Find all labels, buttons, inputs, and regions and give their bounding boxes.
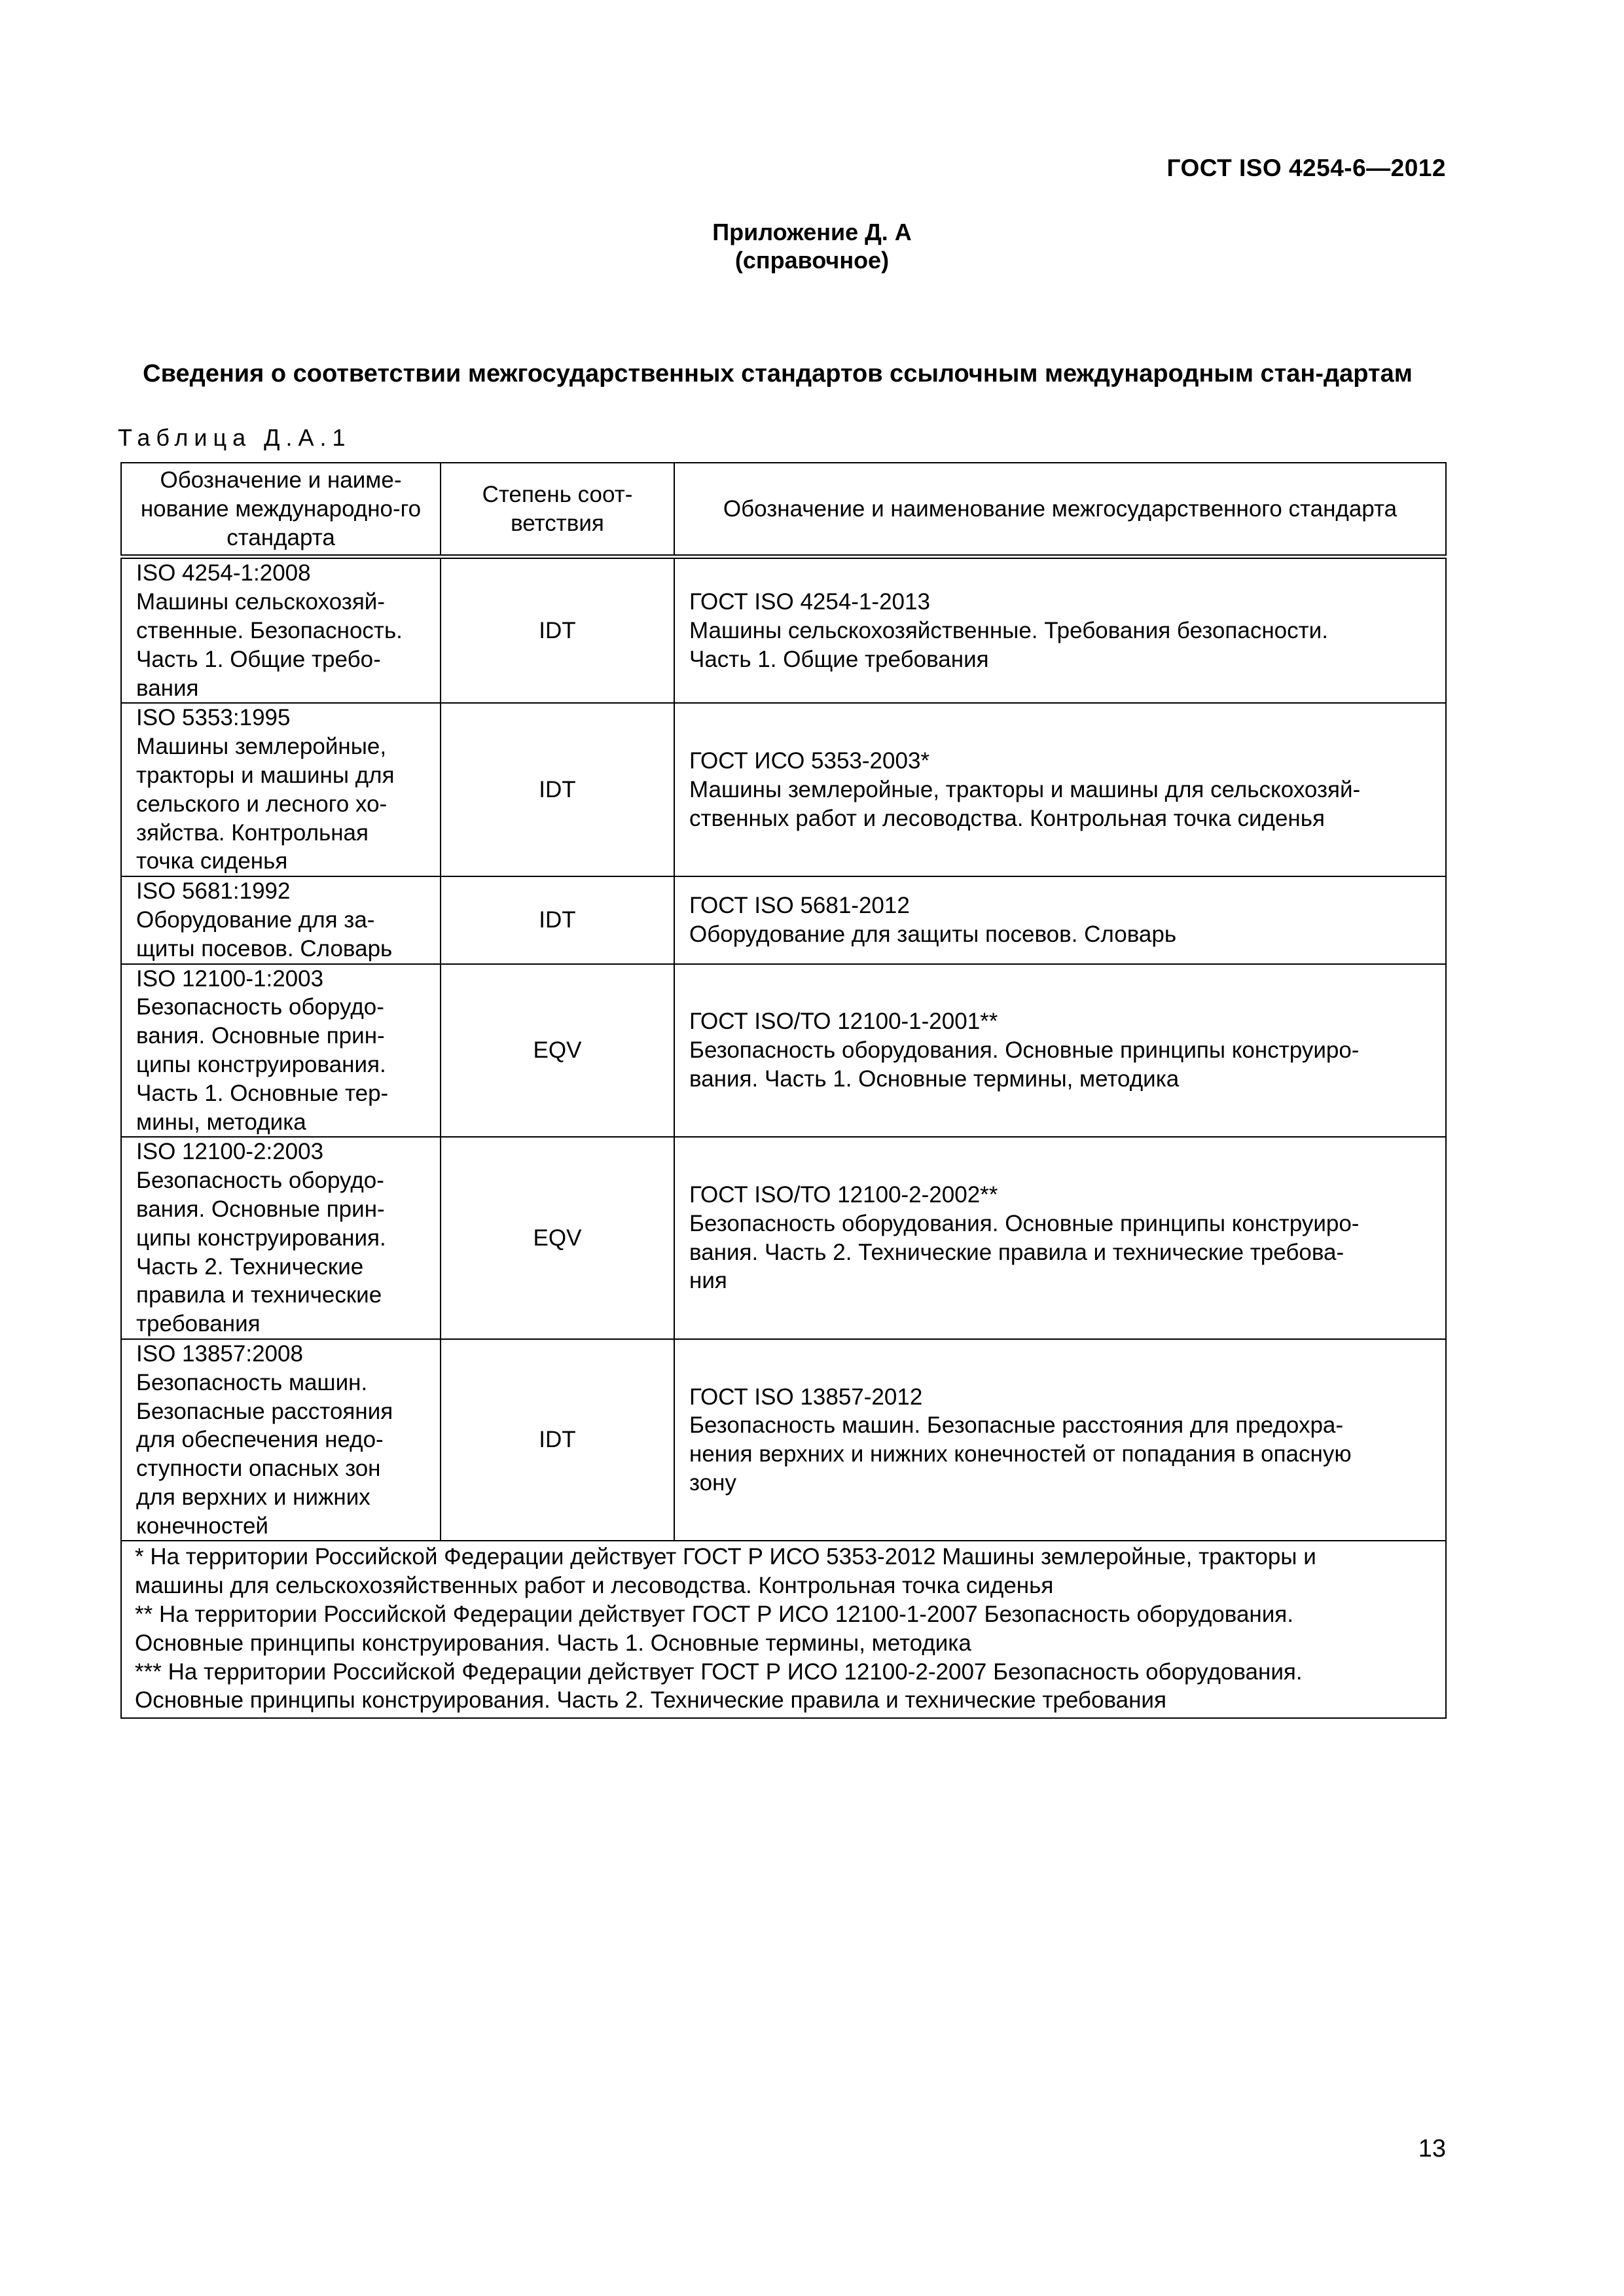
intl-standard-line: Часть 1. Основные тер- (136, 1080, 389, 1106)
table-header-row (121, 463, 1446, 557)
intl-standard-line: ципы конструирования. (136, 1225, 386, 1251)
interstate-standard-line: ГОСТ ISO/ТО 12100-2-2002** (689, 1182, 998, 1208)
table-caption: Таблица Д.А.1 (118, 424, 352, 451)
interstate-standard-line: Безопасность оборудования. Основные принципы конструиро- (689, 1210, 1360, 1236)
interstate-standard-line: ГОСТ ISO/ТО 12100-1-2001** (689, 1009, 998, 1035)
intl-standard-line: Оборудование для за- (136, 906, 375, 933)
intl-standard-line: вания (136, 675, 199, 701)
intl-standard-line: вания. Основные прин- (136, 1196, 385, 1222)
interstate-standard-line: Машины землеройные, тракторы и машины для сельскохозяй- (689, 776, 1361, 802)
intl-standard-line: Безопасные расстояния (136, 1398, 393, 1424)
note-line: машины для сельскохозяйственных работ и лесоводства. Контрольная точка сиденья (135, 1573, 1054, 1599)
intl-standard-line: щиты посевов. Словарь (136, 935, 393, 961)
interstate-standard-line: зону (689, 1469, 736, 1496)
interstate-standard-line: Машины сельскохозяйственные. Требования безопасности. (689, 617, 1328, 643)
intl-standard-line: требования (136, 1311, 261, 1337)
intl-standard-line: для верхних и нижних (136, 1484, 370, 1510)
table-row (121, 557, 1446, 703)
interstate-standard-cell (674, 1339, 1446, 1541)
interstate-standard-line: нения верхних и нижних конечностей от попадания в опасную (689, 1441, 1352, 1467)
note-line: Основные принципы конструирования. Часть 1. Основные термины, методика (135, 1630, 971, 1656)
appendix-title: Приложение Д. А (712, 219, 912, 245)
intl-standard-line: для обеспечения недо- (136, 1427, 384, 1453)
intl-standard-cell (121, 964, 441, 1138)
interstate-standard-cell (674, 964, 1446, 1138)
intl-standard-line: Безопасность машин. (136, 1369, 368, 1395)
interstate-standard-line: вания. Часть 1. Основные термины, методика (689, 1066, 1180, 1092)
intl-standard-cell (121, 876, 441, 963)
intl-standard-cell (121, 1339, 441, 1541)
intl-standard-line: Машины сельскохозяй- (136, 589, 385, 615)
correspondence-table-container (120, 462, 1445, 1719)
appendix-type: (справочное) (734, 247, 890, 274)
intl-standard-line: ISO 5353:1995 (136, 705, 291, 731)
intl-standard-line: ISO 13857:2008 (136, 1340, 303, 1367)
interstate-standard-cell (674, 876, 1446, 963)
section-heading: Сведения о соответствии межгосударственных стандартов ссылочным международным стан-дартам (143, 360, 1413, 387)
interstate-standard-line: ГОСТ ISO 13857-2012 (689, 1384, 923, 1410)
interstate-standard-line: ГОСТ ISO 4254-1-2013 (689, 589, 930, 615)
intl-standard-line: ISO 12100-2:2003 (136, 1139, 324, 1165)
intl-standard-line: ственные. Безопасность. (136, 617, 403, 643)
interstate-standard-line: ния (689, 1268, 727, 1294)
intl-standard-line: ципы конструирования. (136, 1051, 386, 1077)
interstate-standard-line: Безопасность машин. Безопасные расстояния для предохра- (689, 1412, 1344, 1439)
intl-standard-line: Часть 2. Технические (136, 1253, 364, 1280)
intl-standard-line: конечностей (136, 1513, 268, 1539)
degree-cell: IDT (441, 1339, 674, 1541)
intl-standard-line: Машины землеройные, (136, 734, 387, 760)
intl-standard-line: ISO 12100-1:2003 (136, 965, 324, 992)
intl-standard-line: Безопасность оборудо- (136, 994, 384, 1020)
header-degree: Степень соот-ветствия (441, 463, 674, 557)
intl-standard-line: Часть 1. Общие требо- (136, 646, 381, 672)
note-line: *** На территории Российской Федерации действует ГОСТ Р ИСО 12100-2-2007 Безопасность оборудования. (135, 1659, 1303, 1685)
page-number: 13 (1418, 2135, 1446, 2162)
intl-standard-line: Безопасность оборудо- (136, 1168, 384, 1194)
header-intl-standard: Обозначение и наиме-нование международно-го стандарта (121, 463, 441, 557)
intl-standard-line: ISO 4254-1:2008 (136, 560, 311, 586)
interstate-standard-line: Часть 1. Общие требования (689, 646, 989, 672)
interstate-standard-line: вания. Часть 2. Технические правила и технические требова- (689, 1239, 1344, 1265)
intl-standard-line: мины, методика (136, 1109, 306, 1135)
note-line: * На территории Российской Федерации действует ГОСТ Р ИСО 5353-2012 Машины землеройные, тракторы и (135, 1544, 1316, 1570)
table-row (121, 1339, 1446, 1541)
table-row (121, 703, 1446, 876)
interstate-standard-line: ГОСТ ISO 5681-2012 (689, 893, 910, 919)
table-row (121, 876, 1446, 963)
table-row (121, 964, 1446, 1138)
header-interstate-standard: Обозначение и наименование межгосударственного стандарта (674, 463, 1446, 557)
intl-standard-line: сельского и лесного хо- (136, 791, 388, 817)
intl-standard-line: вания. Основные прин- (136, 1023, 385, 1049)
interstate-standard-line: Безопасность оборудования. Основные принципы конструиро- (689, 1037, 1360, 1064)
table-body (121, 557, 1446, 1541)
interstate-standard-line: ственных работ и лесоводства. Контрольная точка сиденья (689, 805, 1325, 831)
interstate-standard-cell (674, 1137, 1446, 1339)
document-code: ГОСТ ISO 4254-6—2012 (1166, 154, 1446, 181)
interstate-standard-line: Оборудование для защиты посевов. Словарь (689, 921, 1177, 947)
appendix-title-block (0, 218, 1624, 274)
interstate-standard-cell (674, 557, 1446, 703)
note-line: ** На территории Российской Федерации действует ГОСТ Р ИСО 12100-1-2007 Безопасность оборудования. (135, 1602, 1293, 1628)
notes-row (121, 1541, 1446, 1718)
table-row (121, 1137, 1446, 1339)
intl-standard-cell (121, 703, 441, 876)
note-line: Основные принципы конструирования. Часть 2. Технические правила и технические требования (135, 1687, 1166, 1713)
interstate-standard-line: ГОСТ ИСО 5353-2003* (689, 748, 930, 774)
table-notes (121, 1541, 1446, 1718)
intl-standard-line: ISO 5681:1992 (136, 878, 291, 905)
intl-standard-line: тракторы и машины для (136, 762, 395, 788)
intl-standard-cell (121, 1137, 441, 1339)
degree-cell: IDT (441, 557, 674, 703)
intl-standard-cell (121, 557, 441, 703)
degree-cell: EQV (441, 964, 674, 1138)
degree-cell: IDT (441, 703, 674, 876)
interstate-standard-cell (674, 703, 1446, 876)
intl-standard-line: точка сиденья (136, 848, 288, 874)
degree-cell: IDT (441, 876, 674, 963)
correspondence-table (120, 462, 1447, 1719)
degree-cell: EQV (441, 1137, 674, 1339)
intl-standard-line: ступности опасных зон (136, 1456, 381, 1482)
intl-standard-line: правила и технические (136, 1282, 382, 1308)
intl-standard-line: зяйства. Контрольная (136, 819, 369, 846)
